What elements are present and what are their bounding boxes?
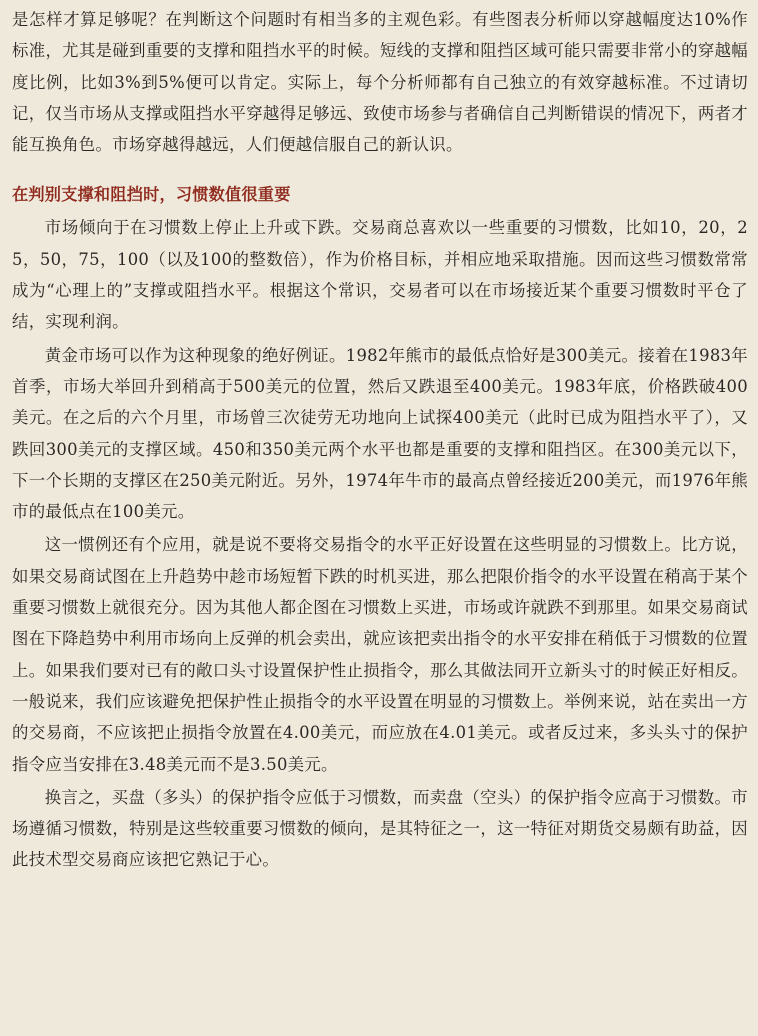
body-paragraph-4: 换言之，买盘（多头）的保护指令应低于习惯数，而卖盘（空头）的保护指令应高于习惯数。市场遵循习惯数，特别是这些较重要习惯数的倾向，是其特征之一，这一特征对期货交易颇有助益，因此技术型交易商应该把它熟记于心。 [12,787,748,870]
body-paragraph-2: 黄金市场可以作为这种现象的绝好例证。1982年熊市的最低点恰好是300美元。接着在1983年首季，市场大举回升到稍高于500美元的位置，然后又跌退至400美元。1983年底，价格跌破400美元。在之后的六个月里，市场曾三次徒劳无功地向上试探400美元（此时已成为阻挡水平了），又跌回300美元的支撑区域。450和350美元两个水平也都是重要的支撑和阻挡区。在300美元以下，下一个长期的支撑区在250美元附近。另外，1974年牛市的最高点曾经接近200美元，而1976年熊市的最低点在100美元。 [12,345,748,522]
body-paragraph-1: 市场倾向于在习惯数上停止上升或下跌。交易商总喜欢以一些重要的习惯数，比如10，20，25，50，75，100（以及100的整数倍），作为价格目标，并相应地采取措施。因而这些习惯数常常成为“心理上的”支撑或阻挡水平。根据这个常识，交易者可以在市场接近某个重要习惯数时平仓了结，实现利润。 [12,218,748,332]
intro-paragraph: 是怎样才算足够呢？在判断这个问题时有相当多的主观色彩。有些图表分析师以穿越幅度达10%作标准，尤其是碰到重要的支撑和阻挡水平的时候。短线的支撑和阻挡区域可能只需要非常小的穿越幅度比例，比如3%到5%便可以肯定。实际上，每个分析师都有自己独立的有效穿越标准。不过请切记，仅当市场从支撑或阻挡水平穿越得足够远、致使市场参与者确信自己判断错误的情况下，两者才能互换角色。市场穿越得越远，人们便越信服自己的新认识。 [12,10,748,155]
section-spacer [12,160,748,180]
body-paragraph-3: 这一惯例还有个应用，就是说不要将交易指令的水平正好设置在这些明显的习惯数上。比方说，如果交易商试图在上升趋势中趁市场短暂下跌的时机买进，那么把限价指令的水平设置在稍高于某个重要习惯数上就很充分。因为其他人都企图在习惯数上买进，市场或许就跌不到那里。如果交易商试图在下降趋势中利用市场向上反弹的机会卖出，就应该把卖出指令的水平安排在稍低于习惯数的位置上。如果我们要对已有的敞口头寸设置保护性止损指令，那么其做法同开立新头寸的时候正好相反。一般说来，我们应该避免把保护性止损指令的水平设置在明显的习惯数上。举例来说，站在卖出一方的交易商，不应该把止损指令放置在4.00美元，而应放在4.01美元。或者反过来，多头头寸的保护指令应当安排在3.48美元而不是3.50美元。 [12,535,748,774]
section-heading: 在判别支撑和阻挡时，习惯数值很重要 [12,185,291,205]
